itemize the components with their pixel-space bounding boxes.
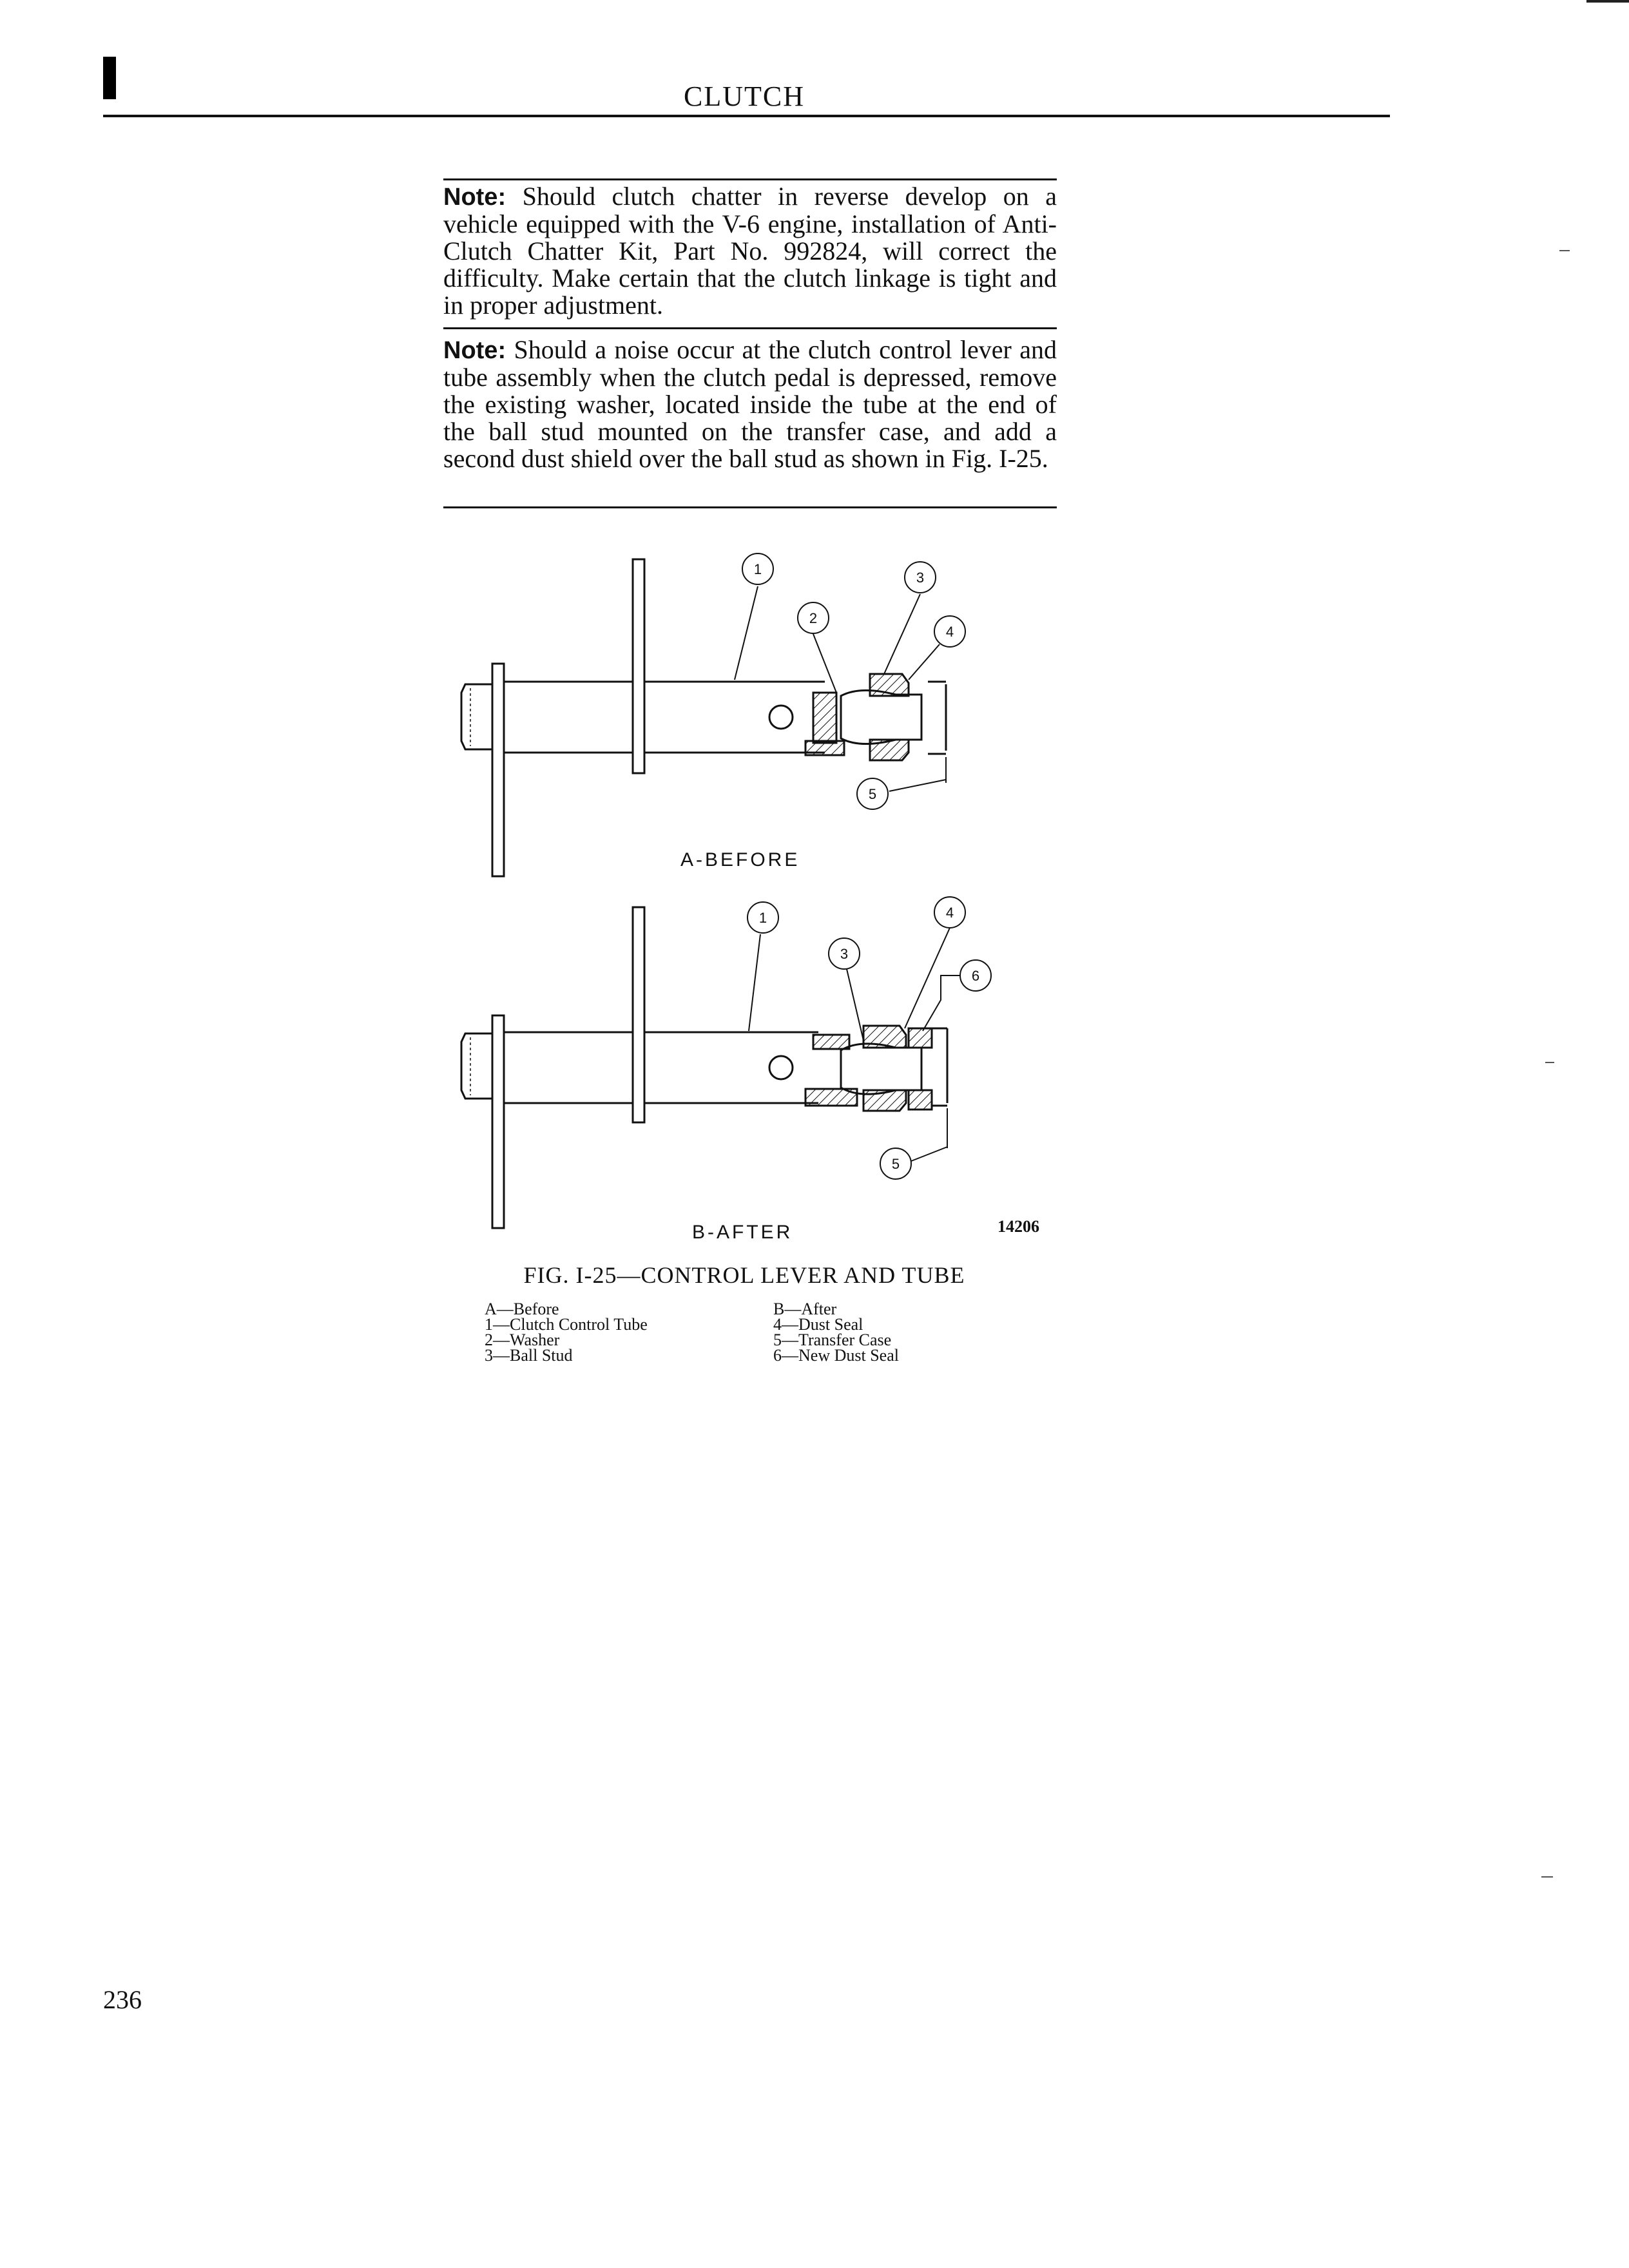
edge-scan-mark xyxy=(1541,1876,1553,1878)
figure-number: 14206 xyxy=(998,1217,1039,1236)
callout-b-4: 4 xyxy=(945,905,954,921)
view-b-after-drawing xyxy=(461,897,991,1228)
note-2-label: Note: xyxy=(443,337,506,364)
legend-item: A—Before xyxy=(485,1300,559,1318)
legend-item: 5—Transfer Case xyxy=(773,1331,892,1349)
figure-caption: FIG. I-25—CONTROL LEVER AND TUBE xyxy=(523,1262,965,1288)
callout-b-6: 6 xyxy=(971,968,980,984)
edge-scan-mark xyxy=(1545,1062,1554,1063)
note-1-text: Should clutch chatter in reverse develop on a vehicle equipped with the V-6 engine, installation of Anti-Clutch Chatter Kit, Part No. 992824, will correct the difficulty. Make certain that the clutch linkage is tight and in proper adjustment. xyxy=(443,182,1057,320)
callout-a-4: 4 xyxy=(945,624,954,640)
legend-left-column xyxy=(485,1302,648,1363)
legend-item: 4—Dust Seal xyxy=(773,1315,863,1334)
page-number: 236 xyxy=(103,1985,142,2014)
note-2-text: Should a noise occur at the clutch control lever and tube assembly when the clutch pedal is depressed, remove the existing washer, located inside the tube at the end of the ball stud mounted on the transfer case, and add a second dust shield over the ball stud as shown in Fig. I-25. xyxy=(443,335,1057,473)
callout-b-5: 5 xyxy=(891,1156,900,1172)
page-header-title: CLUTCH xyxy=(684,81,805,112)
view-a-before-drawing xyxy=(461,553,965,876)
legend-item: 3—Ball Stud xyxy=(485,1346,573,1365)
edge-scan-mark xyxy=(1559,250,1570,251)
view-a-label: A-BEFORE xyxy=(680,849,800,870)
callout-a-3: 3 xyxy=(916,570,925,586)
view-b-label: B-AFTER xyxy=(692,1222,793,1243)
legend-item: 6—New Dust Seal xyxy=(773,1346,899,1365)
callout-b-1: 1 xyxy=(758,910,767,926)
note-1-label: Note: xyxy=(443,184,506,211)
legend-item: 2—Washer xyxy=(485,1331,560,1349)
legend-item: 1—Clutch Control Tube xyxy=(485,1315,648,1334)
callout-a-1: 1 xyxy=(753,561,762,577)
callout-b-3: 3 xyxy=(840,946,849,962)
callout-a-2: 2 xyxy=(809,610,818,626)
legend-item: B—After xyxy=(773,1300,837,1318)
legend-right-column xyxy=(773,1302,899,1363)
callout-a-5: 5 xyxy=(868,786,877,802)
